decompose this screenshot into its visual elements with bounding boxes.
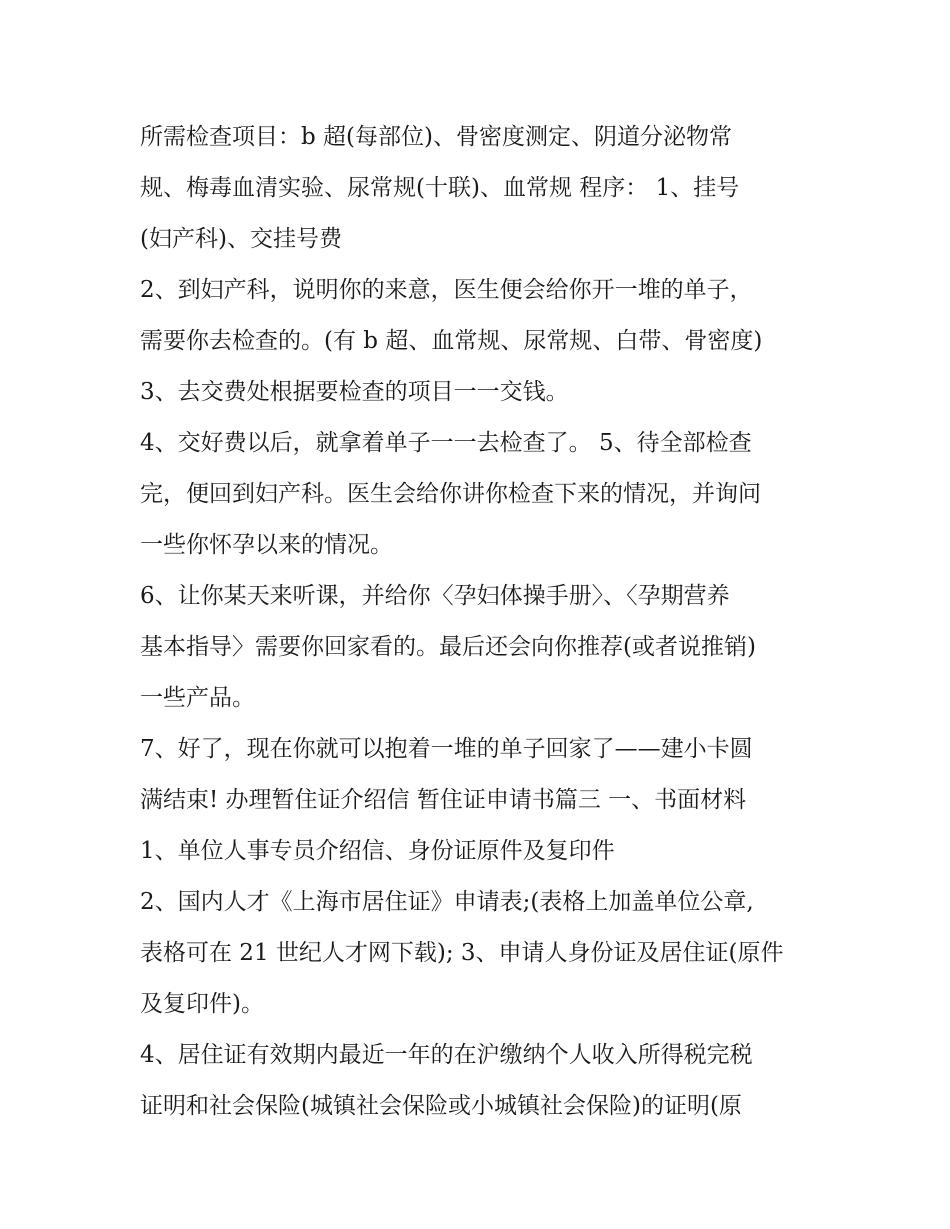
text-line: 4、交好费以后，就拿着单子一一去检查了。 5、待全部检查 — [140, 430, 752, 456]
text-line: 2、国内人才《上海市居住证》申请表;(表格上加盖单位公章, — [140, 889, 754, 915]
text-line: 所需检查项目：b 超(每部位)、骨密度测定、阴道分泌物常 — [140, 124, 732, 150]
text-line: 一些你怀孕以来的情况。 — [140, 532, 393, 558]
text-line: (妇产科)、交挂号费 — [140, 226, 342, 252]
text-line: 4、居住证有效期内最近一年的在沪缴纳个人收入所得税完税 — [140, 1042, 753, 1068]
text-line: 完，便回到妇产科。医生会给你讲你检查下来的情况，并询问 — [140, 481, 761, 507]
text-line: 证明和社会保险(城镇社会保险或小城镇社会保险)的证明(原 — [140, 1093, 742, 1119]
text-line: 3、去交费处根据要检查的项目一一交钱。 — [140, 379, 569, 405]
text-line: 规、梅毒血清实验、尿常规(十联)、血常规 程序： 1、挂号 — [140, 175, 740, 201]
text-line: 7、好了，现在你就可以抱着一堆的单子回家了——建小卡圆 — [140, 736, 753, 762]
text-line: 满结束! 办理暂住证介绍信 暂住证申请书篇三 一、书面材料 — [140, 787, 747, 813]
text-line: 2、到妇产科，说明你的来意，医生便会给你开一堆的单子， — [140, 277, 753, 303]
document-body — [140, 112, 820, 1132]
text-line: 表格可在 21 世纪人才网下载); 3、申请人身份证及居住证(原件 — [140, 940, 784, 966]
text-line: 一些产品。 — [140, 685, 255, 711]
text-line: 6、让你某天来听课，并给你〈孕妇体操手册〉、〈孕期营养 — [140, 583, 730, 609]
text-line: 基本指导〉需要你回家看的。最后还会向你推荐(或者说推销) — [140, 634, 756, 660]
text-line: 1、单位人事专员介绍信、身份证原件及复印件 — [140, 838, 615, 864]
text-line: 需要你去检查的。(有 b 超、血常规、尿常规、白带、骨密度) — [140, 328, 763, 354]
text-line: 及复印件)。 — [140, 991, 264, 1017]
